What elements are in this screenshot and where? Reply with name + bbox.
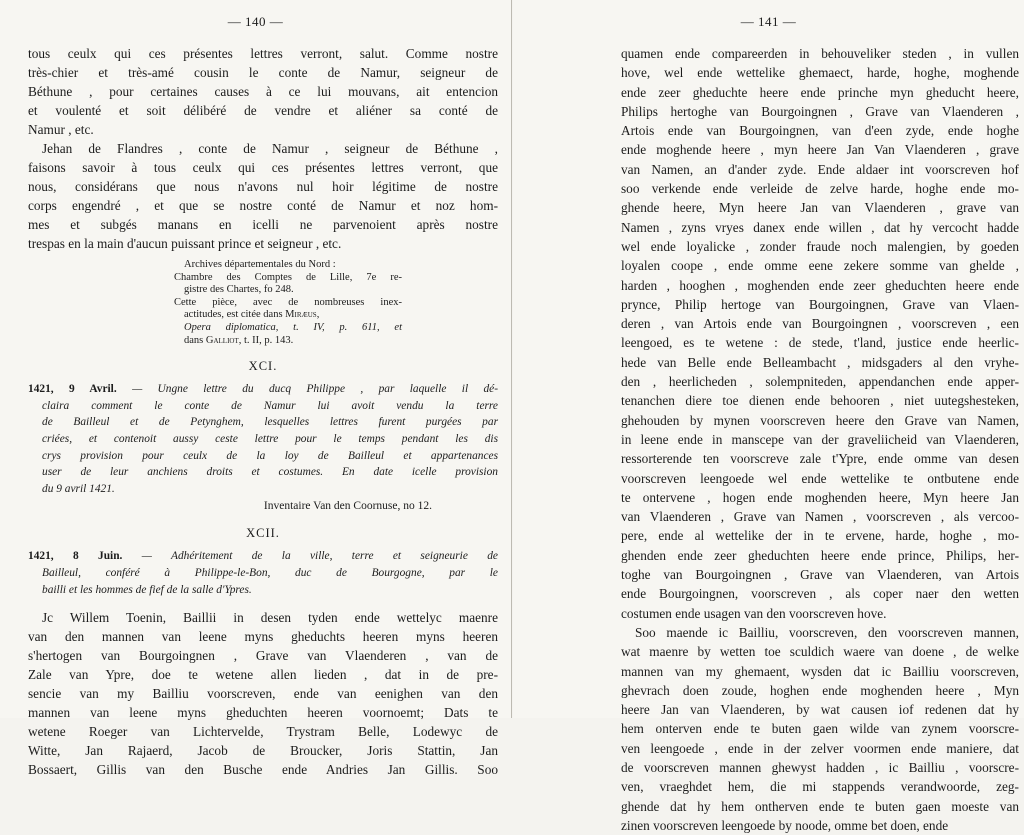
- regest-line: [28, 548, 498, 565]
- text-line: Namen , zyns vryes danex ende willen , dat hy vercocht hadde: [621, 219, 1019, 235]
- regest-line: crys provision pour ceulx de la loy de Bailleul et appartenances: [42, 449, 498, 462]
- regest-line: user de leur anchiens droits et costumes. En date icelle provision: [42, 466, 498, 479]
- right-paragraph-1: [621, 44, 1019, 623]
- regest-line: criées, et contenoit aussy ceste lettre pour le temps pendant les dis: [42, 432, 498, 445]
- text-line: heere Jan van Vlaenderen, by wat causen iof redenen dat hy: [621, 702, 1019, 718]
- text-line: ghenden ende zeer gheduchten heere ende prince, Philips, her-: [621, 547, 1019, 563]
- text-line: Witte, Jan Rajaerd, Jacob de Broucker, Joris Stattin, Jan: [28, 743, 498, 759]
- source-fragment: dans: [184, 334, 204, 346]
- text-line: et voulenté et soit délibéré de vendre et aliéner sa conté de: [28, 103, 498, 118]
- text-line: faisons savoir à tous ceulx qui ces présentes lettres verront, que: [28, 160, 498, 175]
- text-line: s'hertogen van Bourgoingnen , Grave van Vlaenderen , van de: [28, 648, 498, 664]
- text-line: nous, considérans que nous n'avons nul hoir légitime de nostre: [28, 179, 498, 194]
- right-page: [513, 0, 1024, 833]
- text-line: wel ende loyalicke , zonder fraude noch malengien, by goeden: [621, 238, 1019, 254]
- text-line: loyalen coope , ende omme eene zekere somme van ghelde ,: [621, 258, 1019, 274]
- text-line: ghende dat hy hem ontherven ende te buten gaen moeste van: [621, 798, 1019, 814]
- text-line: zinen voorscreven leengoede by noode, omme bet doen, ende: [621, 817, 949, 833]
- text-line: ende moghende heere , myn heere Jan Van Vlaenderen , grave: [621, 142, 1019, 158]
- right-paragraph-2: [621, 623, 1019, 835]
- text-line: sencie van my Bailliu voorscreven, ende van eenighen van den: [28, 686, 498, 702]
- text-line: hede van Belle ende Belleambacht , midsgaders al den vryhe-: [621, 354, 1019, 370]
- source-line: [174, 322, 402, 335]
- regest-date: 1421, 9 Avril.: [28, 383, 117, 396]
- source-line: gistre des Chartes, fo 248.: [184, 284, 294, 296]
- heading-xcii: XCII.: [246, 526, 280, 541]
- text-line: Artois ende van Bourgoingnen, van d'een zyde, ende hoghe: [621, 123, 1019, 139]
- source-line: Chambre des Comptes de Lille, 7e re-: [174, 271, 402, 283]
- text-line: Béthune , pour certaines causes à ce lui mouvans, ait entencion: [28, 84, 498, 99]
- text-line: Namur , etc.: [28, 122, 94, 137]
- heading-xci: XCI.: [248, 359, 278, 374]
- regest-text: — Adhéritement de la ville, terre et seigneurie de: [141, 550, 498, 563]
- text-line: ghende heere, Myn heere Jan van Vlaenderen , grave van: [621, 200, 1019, 216]
- left-page: [0, 0, 512, 778]
- regest-xci: [28, 381, 498, 497]
- text-line: prynce, Philip hertoge van Bourgoingnen, Grave van Vlaen-: [621, 296, 1019, 312]
- text-line: ghehouden by mynen voorscreven heere den Grave van Namen,: [621, 412, 1019, 428]
- text-line: wetene Roeger van Lichtervelde, Trystram Belle, Lodewyc de: [28, 724, 498, 740]
- author-galliot: Galliot: [205, 334, 239, 346]
- text-line: très-chier et très-amé cousin le conte de Namur, seigneur de: [28, 65, 498, 80]
- regest-date: 1421, 8 Juin.: [28, 550, 123, 563]
- source-line: Archives départementales du Nord :: [184, 259, 336, 270]
- text-line: mannen van leene myns gheduchten heeren voornoemt; Dats te: [28, 705, 498, 721]
- text-line: ghevrach doen zoude, hoghen ende moghenden heere , Myn: [621, 682, 1019, 698]
- page-number-right: — 141 —: [740, 14, 797, 29]
- regest-line: bailli et les hommes de fief de la salle d'Ypres.: [42, 583, 252, 596]
- text-line: voorscreven leengoede wel ende wettelike te ontbutene ende: [621, 470, 1019, 486]
- regest-line: [28, 381, 498, 398]
- text-line: ressorterende ten voorscreve zale t'Ypre, ende omme van desen: [621, 451, 1019, 467]
- source-line: actitudes, est citée dans Miræus,: [184, 309, 320, 321]
- text-line: de voorscreven mannen ghewyst hadden , ic Bailliu , voorscre-: [621, 759, 1019, 775]
- left-paragraph-1: [28, 44, 498, 139]
- text-line: Bossaert, Gillis van den Busche ende Andries Jan Gillis. Soo: [28, 762, 498, 778]
- page-number-left: — 140 —: [227, 14, 284, 29]
- text-line: tenanchen diere toe dienen ende behooren , niet uutegshesteken,: [621, 393, 1019, 409]
- text-line: hove, wel ende wettelike ghemaect, harde, hoghe, moghende: [621, 65, 1019, 81]
- source-line: Cette pièce, avec de nombreuses inex-: [174, 296, 402, 308]
- text-line: ende zeer gheduchte heere ende prinche myn gheducht heere,: [621, 84, 1019, 100]
- text-line: soo verkende ende verleide de zelve harde, hoghe ende mo-: [621, 181, 1019, 197]
- text-line: Jc Willem Toenin, Baillii in desen tyden ende wettelyc maenre: [42, 610, 498, 626]
- author-miraeus: Miræus: [285, 309, 317, 321]
- source-line: [174, 335, 402, 348]
- text-line: corps engendré , et que se nostre conté de Namur et noz hom-: [28, 198, 498, 213]
- text-line: ven, vraeghdet hem, die mi stappends verandwoorde, zeg-: [621, 779, 1019, 795]
- regest-text: — Ungne lettre du ducq Philippe , par laquelle il dé-: [132, 383, 498, 396]
- text-line: harden , hooghen , moghenden ende zeer gheduchten heere ende: [621, 277, 1019, 293]
- source-fragment: , t. II, p. 143.: [238, 334, 294, 346]
- text-line: tous ceulx qui ces présentes lettres verront, salut. Comme nostre: [28, 46, 498, 61]
- source-fragment: Opera diplomatica, t. IV, p. 611, et: [184, 321, 402, 333]
- text-line: hem onterven ende te buten gaen wilde van zynem voorscre-: [621, 721, 1019, 737]
- regest-line: claira comment le conte de Namur lui avoit vendu la terre: [42, 399, 498, 412]
- inventory-reference: Inventaire Van den Coornuse, no 12.: [263, 500, 432, 513]
- text-line: pere, ende al wettelike der in te ervene, harde, hoghe , mo-: [621, 528, 1019, 544]
- regest-line: Bailleul, conféré à Philippe-le-Bon, duc de Bourgogne, par le: [42, 566, 498, 579]
- text-line: van den mannen van leene myns gheduchts heeren myns heeren: [28, 629, 498, 645]
- text-line: van Namen, an d'ander zyde. Ende aldaer int voorscreven hof: [621, 161, 1019, 177]
- text-line: trespas en la main d'aucun puissant prince et seigneur , etc.: [28, 236, 342, 251]
- text-line: van Vlaenderen , Grave van Namen , voorscreven , als vercoo-: [621, 509, 1019, 525]
- text-line: ende Bourgoingnen, voorscreven , als coper naer den wetten: [621, 586, 1019, 602]
- text-line: leengoed, es te wetene : de stede, t'land, justice ende heerlic-: [621, 335, 1019, 351]
- text-line: Zale van Ypre, doe te wetene allen lieden , dat in de pre-: [28, 667, 498, 683]
- text-line: wat maenre by wetten toe sculdich waere van doene , de welke: [621, 644, 1019, 660]
- text-line: te ontervene , hogen ende moghenden heere, Myn heere Jan: [621, 489, 1019, 505]
- text-line: deren , van Artois ende van Bourgoingnen , voorscreven , een: [621, 316, 1019, 332]
- text-line: costumen ende usagen van den voorscreven hove.: [621, 605, 887, 621]
- left-text-column: [28, 44, 498, 779]
- source-note: [174, 259, 402, 347]
- text-line: Jehan de Flandres , conte de Namur , seigneur de Béthune ,: [42, 141, 498, 156]
- text-line: mes et subgés manans en icelli ne parvenoient après nostre: [28, 217, 498, 232]
- regest-xcii: [28, 548, 498, 598]
- text-line: Soo maende ic Bailliu, voorscreven, den voorscreven mannen,: [635, 624, 1019, 640]
- text-line: den , heerlicheden , solempniteden, appendanchen ende apper-: [621, 374, 1019, 390]
- regest-line: du 9 avril 1421.: [42, 482, 115, 495]
- source-fragment: actitudes, est citée dans: [184, 309, 283, 321]
- right-text-column: [621, 44, 1019, 835]
- left-paragraph-3: [28, 608, 498, 779]
- text-line: quamen ende compareerden in behouveliker steden , in vullen: [621, 46, 1019, 61]
- left-paragraph-2: [28, 139, 498, 253]
- text-line: in leene ende in manscepe van der graveliicheid van Vlaenderen,: [621, 431, 1019, 447]
- text-line: ven leengoede , ende in der zelver voormen ende maniere, dat: [621, 740, 1019, 756]
- text-line: Philips hertoghe van Bourgoingnen , Grave van Vlaenderen ,: [621, 103, 1019, 119]
- text-line: toghe van Bourgoingnen , Grave van Vlaenderen, van Artois: [621, 567, 1019, 583]
- regest-line: de Bailleul et de Petynghem, lesquelles lettres furent purgées par: [42, 416, 498, 429]
- text-line: mannen van my ghemaent, wysden dat ic Bailliu voorscreven,: [621, 663, 1019, 679]
